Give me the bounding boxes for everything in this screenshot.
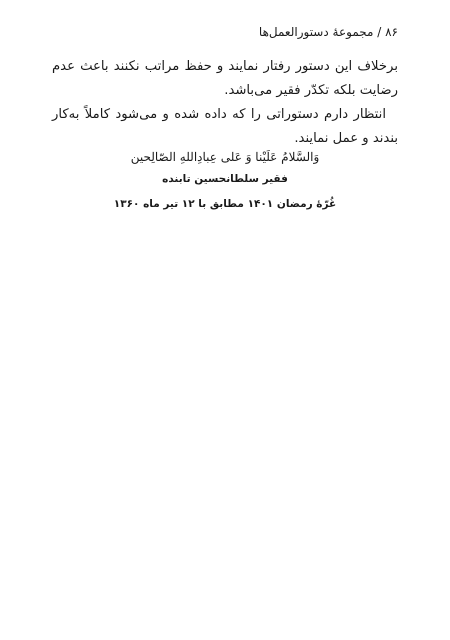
body-text xyxy=(52,55,398,151)
closing-blessing: وَالسَّلامُ عَلَیْنا وَ عَلی عِبادِاللهِ الصّالِحین xyxy=(130,150,320,164)
paragraph-1: برخلاف این دستور رفتار نمایند و حفظ مراتب نکنند باعث عدم رضایت بلکه تکدّر فقیر می‌باشد. xyxy=(52,59,398,98)
paragraph-2: انتظار دارم دستوراتی را که داده شده و می‌شود کاملاً به‌کار بندند و عمل نمایند. xyxy=(52,107,398,146)
running-header: ۸۶ / مجموعهٔ دستورالعمل‌ها xyxy=(258,25,398,39)
date-line: غُرّهٔ رمضان ۱۴۰۱ مطابق با ۱۲ تیر ماه ۱۳۶۰ xyxy=(113,198,337,210)
signature: فقیر سلطانحسین تابنده xyxy=(162,173,288,185)
